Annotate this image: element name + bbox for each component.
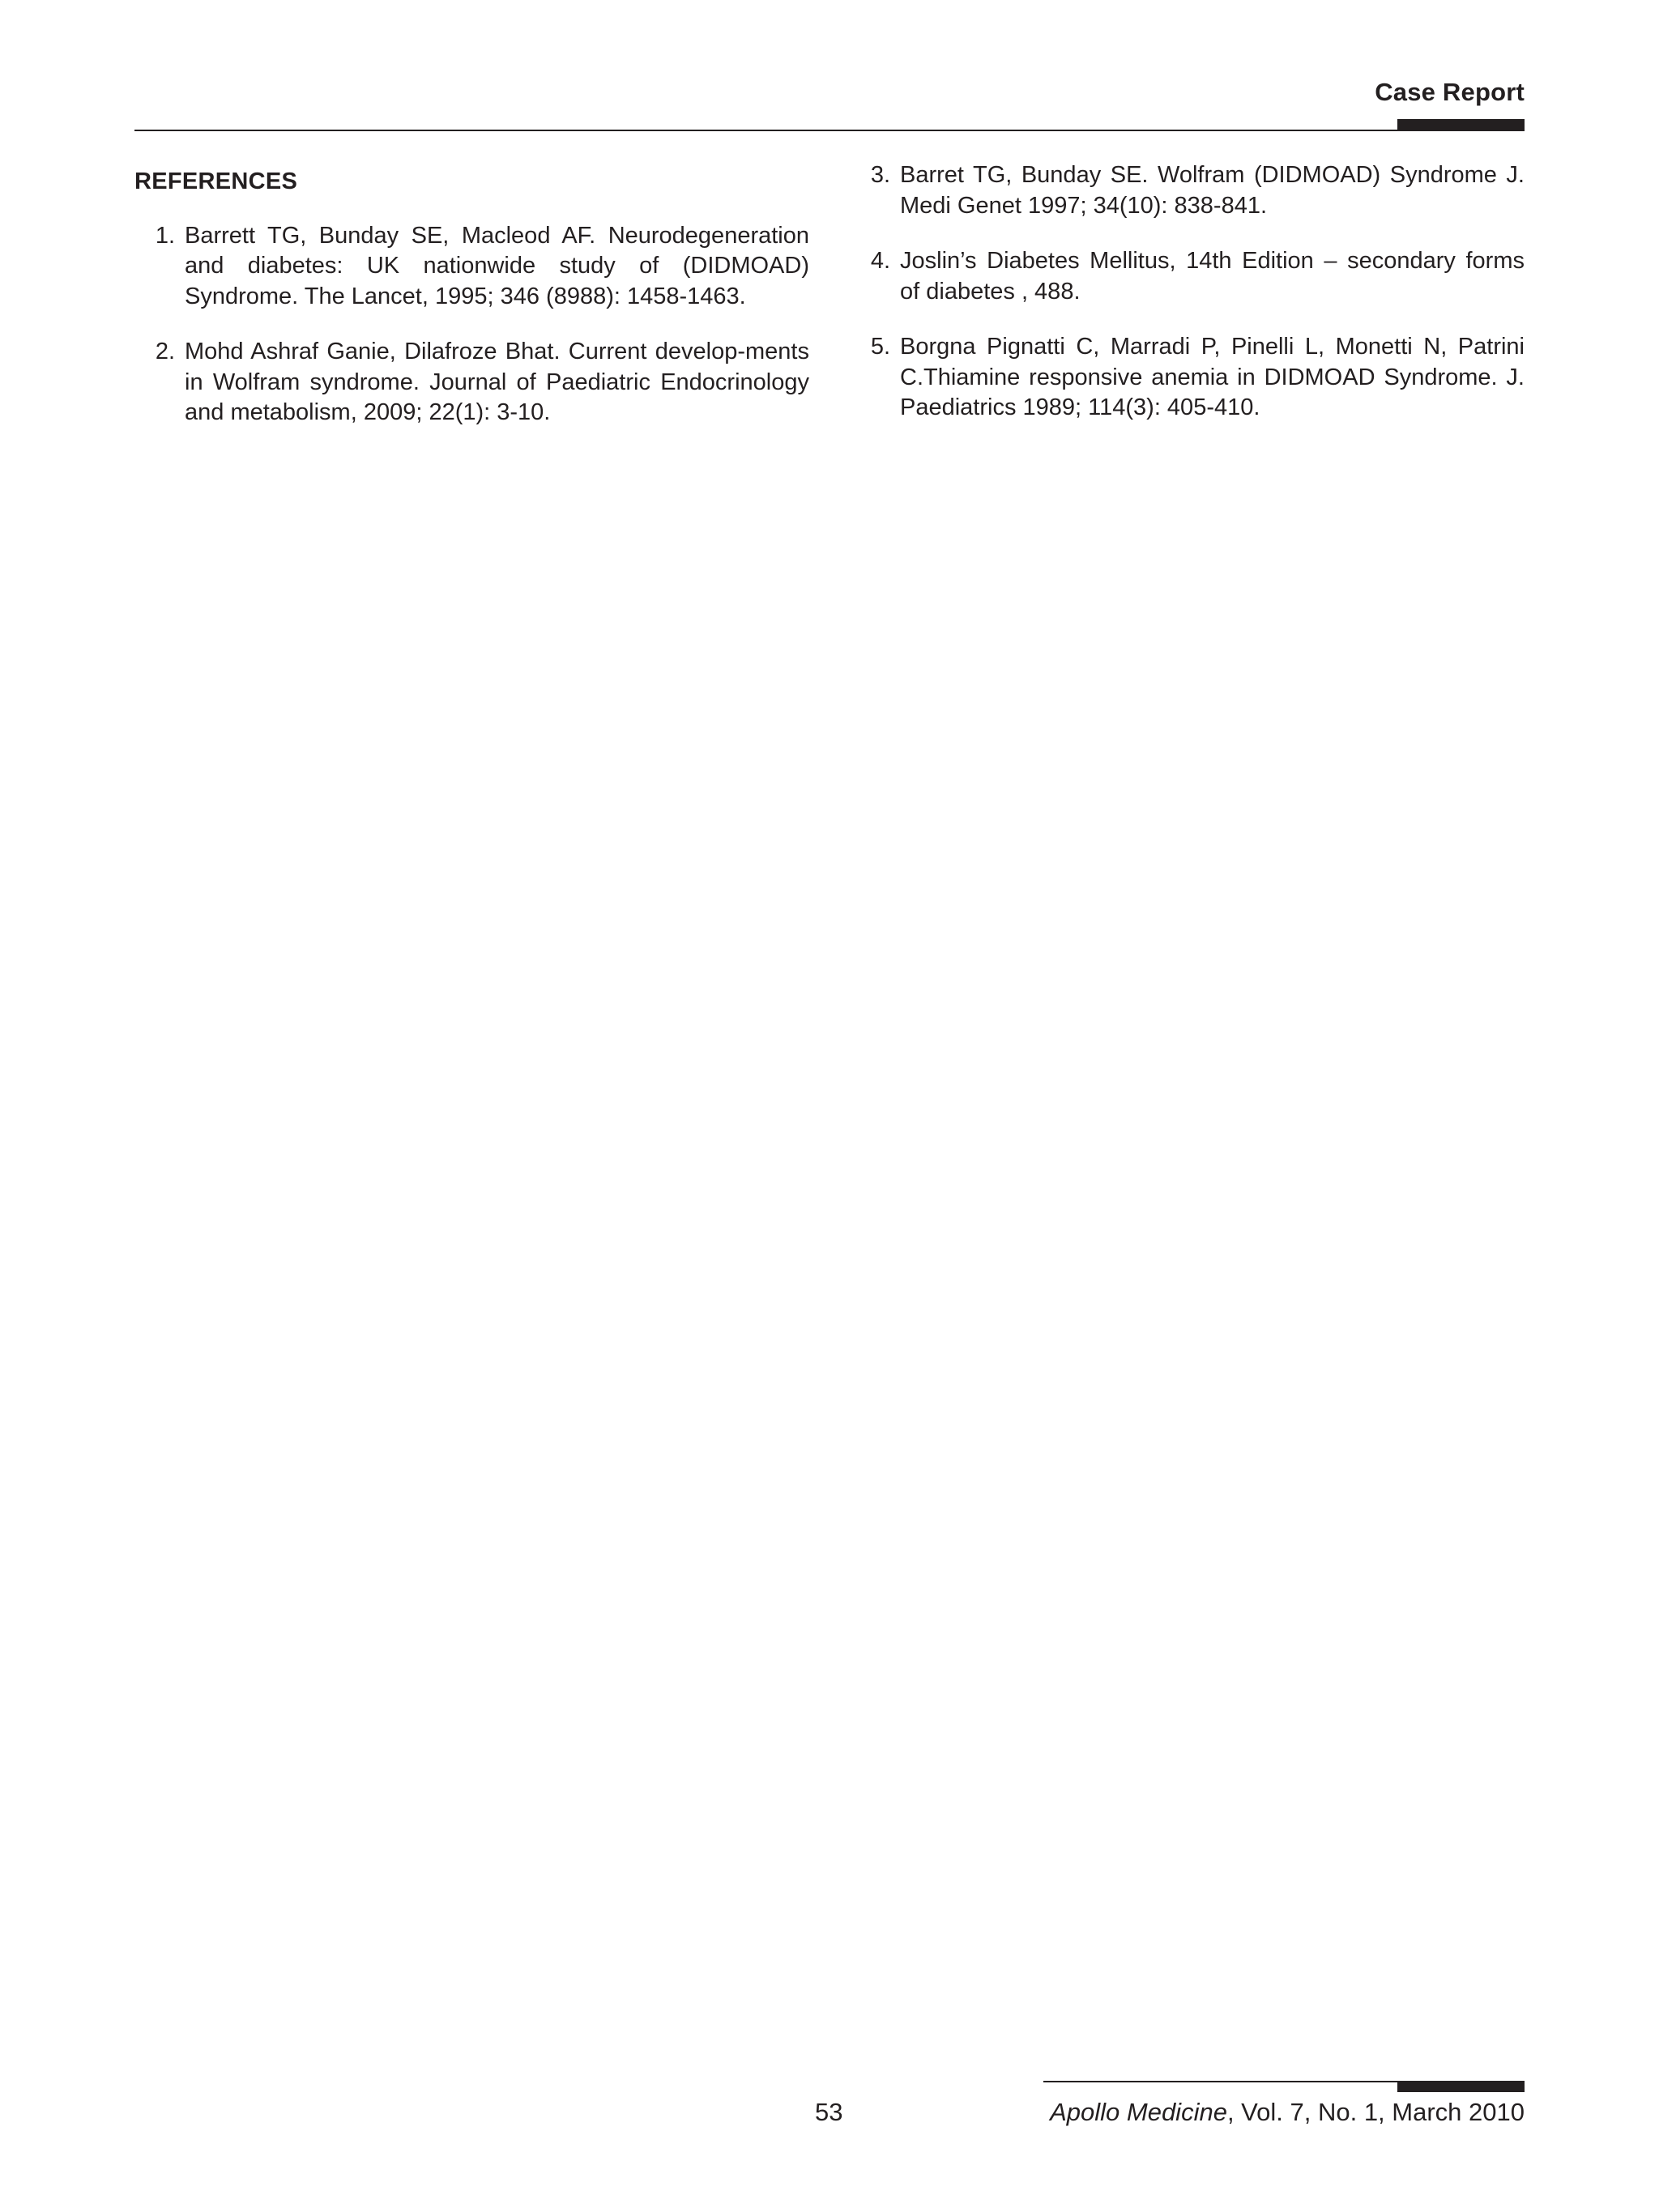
reference-item: [134, 221, 809, 313]
journal-name: Apollo Medicine: [1050, 2098, 1227, 2126]
journal-details: , Vol. 7, No. 1, March 2010: [1226, 2098, 1525, 2126]
reference-number: 4.: [870, 248, 890, 274]
section-label: Case Report: [1375, 78, 1525, 106]
references-column-right: [850, 160, 1525, 449]
footer-accent-bar: [1397, 2081, 1525, 2092]
references-heading: REFERENCES: [134, 168, 298, 194]
reference-item: [850, 246, 1525, 307]
reference-number: 2.: [155, 339, 175, 364]
reference-text: Barret TG, Bunday SE. Wolfram (DIDMOAD) Syndrome J. Medi Genet 1997; 34(10): 838-841.: [900, 162, 1525, 219]
reference-item: [850, 160, 1525, 221]
reference-number: 3.: [870, 162, 890, 188]
reference-text: Joslin’s Diabetes Mellitus, 14th Edition – secondary forms of diabetes , 488.: [900, 248, 1525, 305]
header-accent-bar: [1397, 119, 1525, 130]
reference-item: [134, 337, 809, 428]
reference-item: [850, 332, 1525, 424]
reference-text: Borgna Pignatti C, Marradi P, Pinelli L, Monetti N, Patrini C.Thiamine responsive anemia in DIDMOAD Syndrome. J. Paediatrics 1989; 114(3): 405-410.: [900, 334, 1525, 420]
reference-text: Barrett TG, Bunday SE, Macleod AF. Neurodegeneration and diabetes: UK nationwide study of (DIDMOAD) Syndrome. The Lancet, 1995; 346 (8988): 1458-1463.: [185, 222, 809, 309]
reference-number: 1.: [155, 222, 175, 249]
reference-text: Mohd Ashraf Ganie, Dilafroze Bhat. Current develop-ments in Wolfram syndrome. Journal of Paediatric Endocrinology and metabolism, 2009; 22(1): 3-10.: [185, 339, 809, 425]
references-column-left: [134, 160, 809, 454]
reference-number: 5.: [870, 334, 890, 360]
journal-citation: [1050, 2098, 1525, 2127]
page-number: 53: [815, 2098, 843, 2126]
header-rule: [134, 130, 1525, 131]
